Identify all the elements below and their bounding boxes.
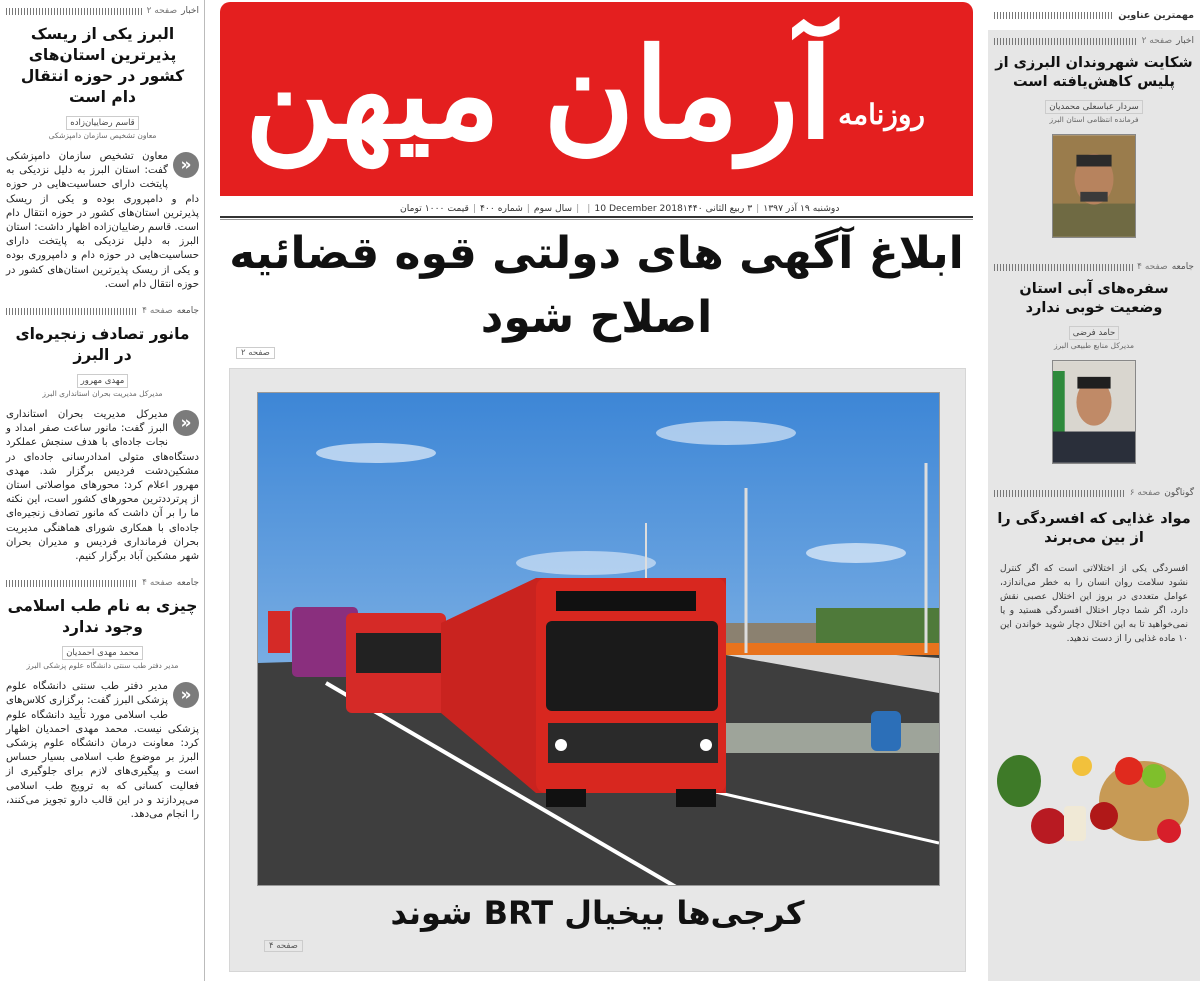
date-persian: دوشنبه ۱۹ آذر ۱۳۹۷	[763, 202, 840, 214]
r-story1-kicker	[994, 34, 1194, 48]
story2-body	[6, 408, 199, 564]
r-story2-headline[interactable]: سفره‌های آبی استان وضعیت خوبی ندارد	[1019, 281, 1169, 316]
author-role: مدیرکل مدیریت بحران استانداری البرز	[42, 389, 163, 399]
r-story1-byline	[994, 100, 1194, 126]
story1-text: معاون تشخیص سازمان دامپزشکی گفت: استان البرز به دلیل نزدیکی به پایتخت دارای حساسیت‌هایی در حوزه دام و دامپروری بوده و یکی از ریسک پذیرترین استان‌های کشور در حوزه انتقال دام است. قاسم رضاییان‌زاده اظهار داشت: استان البرز به دلیل نزدیکی به پایتخت دارای حساسیت‌هایی در حوزه دام و دامپروری بوده و یکی از ریسک پذیرترین استان‌های کشور در حوزه انتقال دام است.	[6, 151, 199, 290]
section-label: گوناگون	[1164, 488, 1194, 498]
price: | قیمت ۱۰۰۰ تومان	[400, 203, 480, 214]
page-ref: صفحه ۴	[142, 306, 173, 317]
divider	[220, 219, 973, 220]
headline-line1: ابلاغ آگهی های دولتی قوه قضائیه	[229, 228, 964, 279]
vegetables-illustration	[994, 706, 1194, 856]
story3-headline[interactable]: چیزی به نام طب اسلامی وجود ندارد	[7, 597, 198, 637]
page-ref: صفحه ۲	[146, 6, 178, 16]
date-hijri: | ۳ ربیع الثانی ۱۴۴۰	[683, 203, 763, 214]
author-role: معاون تشخیص سازمان دامپزشکی	[48, 131, 157, 140]
top-headlines-label	[988, 0, 1200, 30]
section-label: جامعه	[176, 306, 199, 317]
dateline	[400, 198, 973, 218]
top-headlines-text: مهمترین عناوین	[1118, 9, 1194, 21]
story1-headline[interactable]: البرز یکی از ریسک پذیرترین استان‌های کشور در حوزه انتقال دام است	[20, 25, 185, 106]
kicker-stripe	[994, 264, 1133, 271]
author-name: قاسم رضاییان‌زاده	[66, 116, 139, 130]
story3-body	[6, 680, 199, 822]
author-name: سردار عباسعلی محمدیان	[1045, 100, 1142, 114]
issue-number: | شماره ۴۰۰	[480, 203, 534, 214]
author-name: محمد مهدی احمدیان	[62, 646, 143, 660]
portrait-photo	[1052, 134, 1136, 238]
kicker-stripe	[6, 308, 138, 315]
r-story3-kicker	[994, 486, 1194, 500]
photo-caption[interactable]: کرجی‌ها بیخیال BRT شوند	[390, 894, 805, 932]
kicker-stripe	[994, 490, 1126, 497]
author-role: مدیرکل منابع طبیعی البرز	[1054, 341, 1134, 350]
left-column	[0, 0, 205, 981]
portrait-photo	[1052, 360, 1136, 464]
story2-byline	[6, 374, 199, 400]
year: | سال سوم	[534, 203, 583, 214]
r-story3-headline[interactable]: مواد غذایی که افسردگی را از بین می‌برند	[997, 511, 1191, 546]
newspaper-subtitle: روزنامه	[838, 98, 925, 131]
masthead	[220, 2, 973, 196]
section-label: اخبار	[1176, 36, 1194, 46]
headline-line2: اصلاح شود	[480, 292, 713, 343]
quote-icon: «	[173, 682, 199, 708]
r-story1-headline[interactable]: شکایت شهروندان البرزی از پلیس کاهش‌یافته است	[995, 55, 1193, 90]
story3-text: مدیر دفتر طب سنتی دانشگاه علوم پزشکی البرز گفت: برگزاری کلاس‌های طب اسلامی مورد تأیید دانشگاه علوم پزشکی نیست. محمد مهدی احمدیان اظهار کرد: معاونت درمان دانشگاه علوم پزشکی البرز بر موضوع طب اسلامی بسیار حساس است و پیگیری‌های لازم برای جلوگیری از فعالیت کسانی که به ترویج طب اسلامی می‌پردازند و در این قالب دارو تجویز می‌کنند، را انجام می‌دهد.	[6, 681, 199, 821]
story1-byline	[6, 116, 199, 142]
author-role: مدیر دفتر طب سنتی دانشگاه علوم پزشکی البرز	[26, 661, 179, 671]
bus-illustration	[257, 393, 939, 886]
story2-text: مدیرکل مدیریت بحران استانداری البرز گفت: مانور ساعت صفر امداد و نجات جاده‌ای با هدف سنجش عملکرد دستگاه‌های متولی امدادرسانی جاده‌ای در مشکین‌دشت فردیس برگزار شد. مهدی مهرور اعلام کرد: محورهای مواصلاتی استان از پرترددترین محورهای کشور است، این نکته ما را بر آن داشت که مانور تصادف زنجیره‌ای جاده‌ای با همکاری شورای هماهنگی مدیریت بحران فرمانداری فردیس و مدیران بحران شهر مشکین آباد برگزار کنیم.	[6, 409, 199, 563]
newspaper-logo: آرمان میهن	[244, 22, 833, 167]
caption-page-ref: صفحه ۴	[264, 940, 303, 952]
story1-body	[6, 150, 199, 292]
kicker-stripe	[994, 12, 1114, 19]
kicker-stripe	[6, 8, 143, 15]
author-role: فرمانده انتظامی استان البرز	[1049, 115, 1139, 124]
story3-kicker	[6, 576, 199, 590]
story2-headline[interactable]: مانور تصادف زنجیره‌ای در البرز	[15, 325, 190, 365]
divider	[220, 216, 973, 218]
page-ref: صفحه ۲	[1141, 36, 1173, 46]
r-story2-byline	[994, 326, 1194, 352]
r-story3-body: افسردگی یکی از اختلالاتی است که اگر کنترل نشود سلامت روان انسان را به خطر می‌اندازد، عوامل متعددی در بروز این اختلال عصبی نقش دارد، اگر شما دچار اختلال افسردگی هستید و یا نمی‌خواهید تا به این اختلال دچار شوید خواندن این ۱۰ ماده غذایی را از دست ندهید.	[1000, 564, 1188, 644]
kicker-stripe	[6, 580, 138, 587]
brt-bus-photo[interactable]	[257, 392, 940, 886]
section-label: اخبار	[181, 6, 199, 16]
page-ref: صفحه ۴	[142, 578, 173, 589]
author-name: حامد فرضی	[1069, 326, 1120, 340]
date-gregorian: | 10 December 2018	[583, 203, 683, 214]
story3-byline	[6, 646, 199, 672]
story2-kicker	[6, 304, 199, 318]
headline-page-ref: صفحه ۲	[236, 347, 275, 359]
author-name: مهدی مهرور	[77, 374, 129, 388]
page-ref: صفحه ۶	[1129, 488, 1161, 498]
section-label: جامعه	[1171, 262, 1194, 272]
page-ref: صفحه ۴	[1137, 262, 1168, 272]
quote-icon: «	[173, 410, 199, 436]
story1-kicker	[6, 4, 199, 18]
section-label: جامعه	[176, 578, 199, 589]
main-headline[interactable]	[220, 222, 973, 350]
quote-icon: «	[173, 152, 199, 178]
r-story2-kicker	[994, 260, 1194, 274]
right-column	[988, 0, 1200, 981]
kicker-stripe	[994, 38, 1138, 45]
